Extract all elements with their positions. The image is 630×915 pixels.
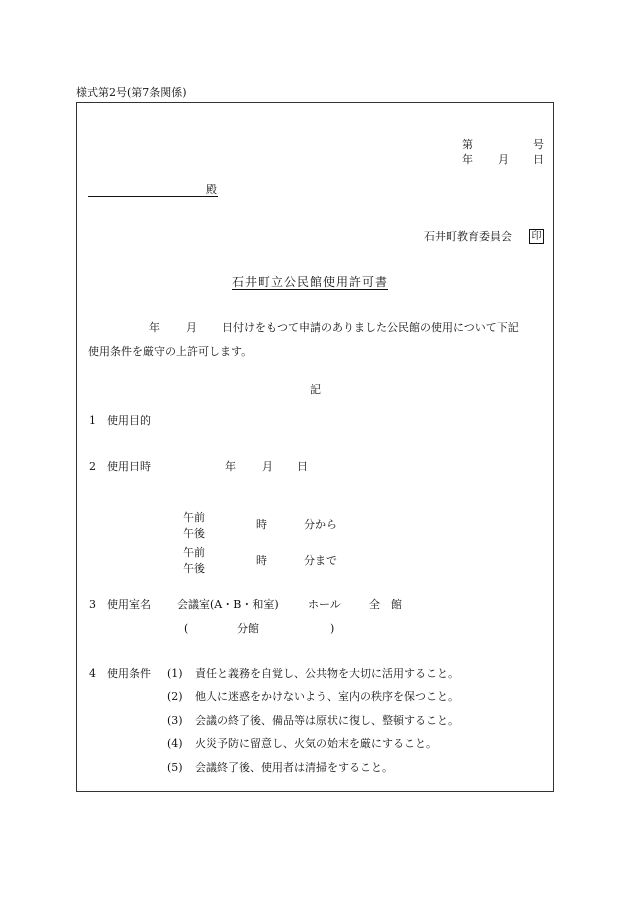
item-1-label: 使用目的 [107,414,151,427]
room-option-meeting: 会議室(A・B・和室) [177,598,279,611]
body-year: 年 [149,321,160,334]
form-label: 様式第2号(第7条関係) [76,86,187,99]
item-1-number: 1 [89,414,96,427]
condition-4-text: 火災予防に留意し、火気の始末を厳にすること。 [195,737,437,750]
condition-3-text: 会議の終了後、備品等は原状に復し、整頓すること。 [195,714,459,727]
condition-5-number: (5) [167,761,183,774]
end-pm: 午後 [183,562,205,575]
date-day-field: 日 [297,460,308,473]
branch-label: 分館 [237,622,259,635]
branch-paren-close: ) [330,622,335,635]
body-line2: 使用条件を厳守の上許可します。 [88,345,253,358]
condition-2-number: (2) [167,690,183,703]
item-2-label: 使用日時 [107,460,151,473]
item-4-number: 4 [89,667,96,680]
number-prefix: 第 [462,138,473,151]
condition-4-number: (4) [167,737,183,750]
start-am: 午前 [183,511,205,524]
item-2-number: 2 [89,460,96,473]
body-month: 月 [186,321,197,334]
document-title: 石井町立公民館使用許可書 [232,275,389,289]
date-day: 日 [533,153,544,166]
document-frame [76,102,554,792]
room-option-whole: 全 館 [369,598,402,611]
date-year: 年 [462,153,473,166]
end-minute: 分まで [304,554,337,567]
room-option-hall: ホール [308,598,341,611]
start-pm: 午後 [183,527,205,540]
end-hour: 時 [256,554,267,567]
end-am: 午前 [183,546,205,559]
branch-paren-open: ( [184,622,189,635]
condition-5-text: 会議終了後、使用者は清掃をすること。 [195,761,393,774]
number-suffix: 号 [533,138,544,151]
issuer-name: 石井町教育委員会 [424,230,512,243]
seal-icon: 印 [529,229,544,244]
item-3-label: 使用室名 [107,598,151,611]
condition-1-text: 責任と義務を自覚し、公共物を大切に活用すること。 [195,667,459,680]
date-month: 月 [498,153,509,166]
condition-2-text: 他人に迷惑をかけないよう、室内の秩序を保つこと。 [195,690,459,703]
start-minute: 分から [304,518,337,531]
ki-mark: 記 [310,383,321,396]
date-year-field: 年 [225,460,236,473]
condition-3-number: (3) [167,714,183,727]
body-line1: 日付けをもつて申請のありました公民館の使用について下記 [222,321,519,334]
start-hour: 時 [256,518,267,531]
item-4-label: 使用条件 [107,667,151,680]
date-month-field: 月 [262,460,273,473]
addressee-underline [88,196,218,197]
addressee-suffix: 殿 [206,183,217,196]
condition-1-number: (1) [167,667,183,680]
item-3-number: 3 [89,598,96,611]
